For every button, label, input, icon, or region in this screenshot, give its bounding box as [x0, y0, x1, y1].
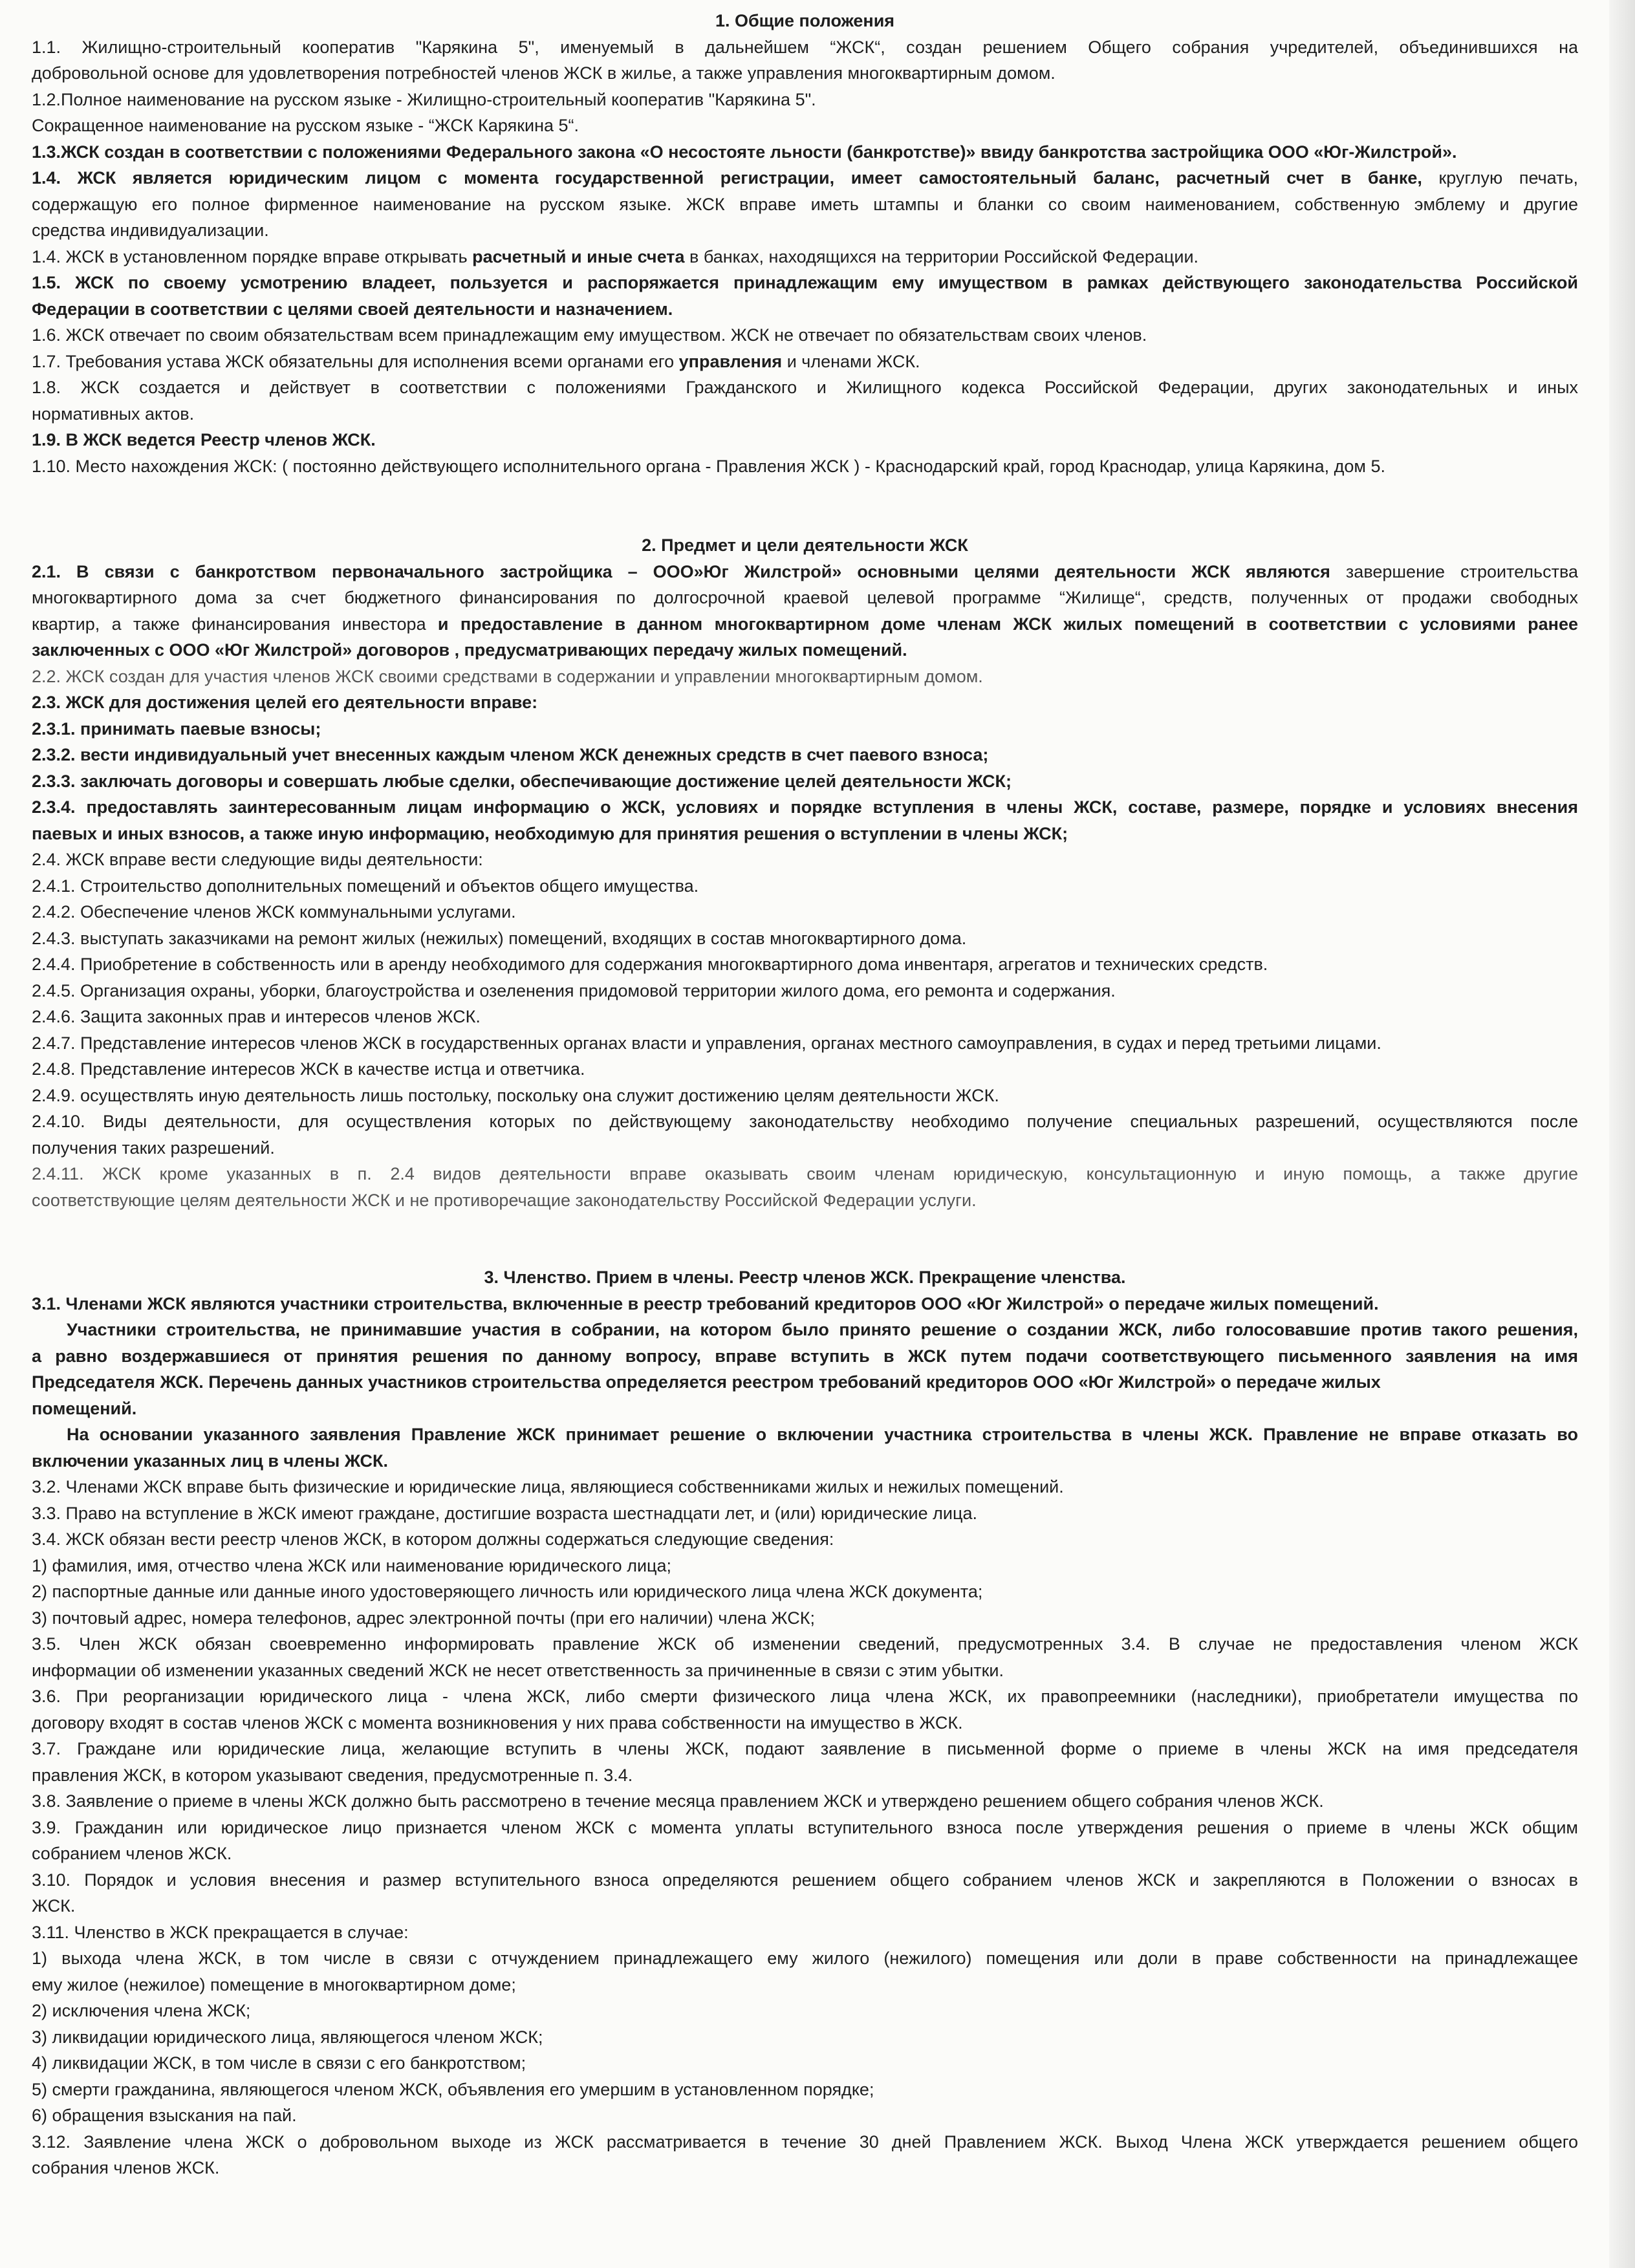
text: квартир, а также финансирования инвестора	[32, 614, 438, 634]
text: 2.4.7. Представление интересов членов ЖСК в государственных органах власти и управления, органах местного самоуправления, в судах и перед третьими лицами.	[32, 1033, 1381, 1053]
bold-text: 2.3.1. принимать паевые взносы;	[32, 718, 321, 739]
text-line	[32, 559, 1578, 585]
text-line	[32, 1448, 1578, 1474]
text: 1.4. ЖСК в установленном порядке вправе открывать	[32, 246, 473, 266]
text: средства индивидуализации.	[32, 221, 269, 240]
text: 2.4.8. Представление интересов ЖСК в качестве истца и ответчика.	[32, 1059, 585, 1079]
text: 1) фамилия, имя, отчество члена ЖСК или наименование юридического лица;	[32, 1555, 672, 1575]
bold-text: На основании указанного заявления Правление ЖСК принимает решение о включении участника строительства в члены ЖСК. Правление не вправе отказать во	[67, 1425, 1578, 1444]
text: 1.2.Полное наименование на русском языке - Жилищно-строительный кооператив "Карякина 5".	[32, 89, 816, 109]
text-line	[32, 1867, 1578, 1894]
text: договору входят в состав членов ЖСК с момента возникновения у них права собственности на имущество в ЖСК.	[32, 1712, 963, 1733]
text: информации об изменении указанных сведений ЖСК не несет ответственность за причиненные в связи с этим убытки.	[32, 1660, 1004, 1680]
text-line	[32, 899, 1578, 925]
bold-text: 2.1. В связи с банкротством первоначального застройщика – ООО»Юг Жилстрой» основными целями деятельности ЖСК являются	[32, 561, 1330, 581]
text-line	[32, 873, 1578, 900]
bold-text: Федерации в соответствии с целями своей деятельности и назначением.	[32, 299, 673, 319]
text-line	[32, 374, 1578, 401]
text: 2.4. ЖСК вправе вести следующие виды деятельности:	[32, 850, 483, 869]
bold-text: помещений.	[32, 1398, 137, 1418]
bold-text: 3.1. Членами ЖСК являются участники строительства, включенные в реестр требований кредиторов ООО «Юг Жилстрой» о передаче жилых помещений.	[32, 1293, 1379, 1313]
bold-text: 2.3.3. заключать договоры и совершать любые сделки, обеспечивающие достижение целей деятельности ЖСК;	[32, 771, 1012, 791]
text-line	[32, 978, 1578, 1004]
text: 1.8. ЖСК создается и действует в соответствии с положениями Гражданского и Жилищного кодекса Российской Федерации, других законодательных и иных	[32, 378, 1578, 397]
text-line	[32, 427, 1578, 453]
text-line	[32, 821, 1578, 847]
section-title: 2. Предмет и цели деятельности ЖСК	[642, 535, 968, 555]
text-line	[32, 217, 1578, 244]
text-line	[32, 1396, 1578, 1422]
text-line	[32, 951, 1578, 978]
text-line	[32, 2129, 1578, 2155]
bold-text: Председателя ЖСК. Перечень данных участников строительства определяется реестром требований кредиторов ООО «Юг Жилстрой» о передаче жилых	[32, 1372, 1381, 1392]
text-line	[32, 296, 1578, 323]
text-line	[32, 1683, 1578, 1710]
text: и членами ЖСК.	[782, 351, 920, 371]
section-title: 3. Членство. Прием в члены. Реестр членов ЖСК. Прекращение членства.	[484, 1268, 1126, 1287]
text-line	[32, 716, 1578, 742]
text-line	[32, 270, 1578, 296]
text-line	[32, 664, 1578, 690]
text-line	[32, 1004, 1578, 1030]
text-line	[32, 1658, 1578, 1684]
bold-text: 2.3.4. предоставлять заинтересованным лицам информацию о ЖСК, условиях и порядке вступления в члены ЖСК, составе, размере, порядке и условиях внесения	[32, 797, 1578, 817]
text: ему жилое (нежилое) помещение в многоквартирном доме;	[32, 1974, 516, 1994]
text-line	[32, 1710, 1578, 1736]
text: в банках, находящихся на территории Российской Федерации.	[684, 246, 1199, 266]
bold-text: заключенных с ООО «Юг Жилстрой» договоров , предусматривающих передачу жилых помещений.	[32, 640, 907, 660]
text: 1) выхода члена ЖСК, в том числе в связи с отчуждением принадлежащего ему жилого (нежилого) помещения или доли в праве собственности на принадлежащее	[32, 1949, 1578, 1968]
text-line	[32, 925, 1578, 952]
text: 3.3. Право на вступление в ЖСК имеют граждане, достигшие возраста шестнадцати лет, и (или) юридические лица.	[32, 1503, 977, 1523]
text-line	[32, 1998, 1578, 2024]
text-line	[32, 113, 1578, 139]
bold-text: расчетный и иные счета	[472, 246, 685, 266]
text: содержащую его полное фирменное наименование на русском языке. ЖСК вправе иметь штампы и бланки со своим наименованием, собственную эмблему и другие	[32, 194, 1578, 214]
text-line	[32, 1500, 1578, 1527]
bold-text: Участники строительства, не принимавшие участия в собрании, на котором было принято решение о создании ЖСК, либо голосовавшие против такого решения,	[67, 1320, 1578, 1339]
text-line	[32, 1841, 1578, 1867]
text: собрания членов ЖСК.	[32, 2158, 220, 2177]
text-line	[32, 1553, 1578, 1579]
text-line	[32, 349, 1578, 375]
text: 2.2. ЖСК создан для участия членов ЖСК своими средствами в содержании и управлении многоквартирным домом.	[32, 666, 983, 686]
text: круглую печать,	[1422, 168, 1578, 188]
text-line	[32, 1135, 1578, 1161]
text-line	[32, 60, 1578, 87]
bold-text: управления	[678, 351, 783, 371]
text-line	[32, 1317, 1578, 1343]
section-membership	[32, 1264, 1578, 2181]
text-line	[32, 2102, 1578, 2129]
text-line	[32, 585, 1578, 611]
text-line	[32, 1605, 1578, 1632]
text-line	[32, 847, 1578, 873]
text: нормативных актов.	[32, 404, 195, 424]
bold-text: 2.3. ЖСК для достижения целей его деятельности вправе:	[32, 693, 538, 712]
text: 3.4. ЖСК обязан вести реестр членов ЖСК, в котором должны содержаться следующие сведения:	[32, 1529, 834, 1549]
text: 3.5. Член ЖСК обязан своевременно информировать правление ЖСК об изменении сведений, предусмотренных 3.4. В случае не предоставления членом ЖСК	[32, 1634, 1578, 1654]
text: 3.9. Гражданин или юридическое лицо признается членом ЖСК с момента уплаты вступительного взноса после утверждения решения о приеме в члены ЖСК общим	[32, 1817, 1578, 1837]
text: 1.1. Жилищно-строительный кооператив "Карякина 5", именуемый в дальнейшем “ЖСК“, создан решением Общего собрания учредителей, объединившихся на	[32, 37, 1578, 57]
text: 3.12. Заявление члена ЖСК о добровольном выходе из ЖСК рассматривается в течение 30 дней Правлением ЖСК. Выход Члена ЖСК утверждается решением общего	[32, 2132, 1578, 2152]
text-line	[32, 794, 1578, 821]
text-line	[32, 401, 1578, 427]
text-line	[32, 1788, 1578, 1815]
text-line	[32, 611, 1578, 638]
text: завершение строительства	[1330, 561, 1578, 581]
text-line	[32, 2077, 1578, 2103]
text-line	[32, 2024, 1578, 2051]
text-line	[32, 1108, 1578, 1135]
text-line	[32, 1526, 1578, 1553]
text-line	[32, 768, 1578, 795]
text-line	[32, 1972, 1578, 1998]
section-title: 1. Общие положения	[715, 11, 895, 30]
bold-text: 1.3.ЖСК создан в соответствии с положениями Федерального закона «О несостояте льности (банкротстве)» ввиду банкротства застройщика ООО «Юг-Жилстрой».	[32, 142, 1457, 162]
bold-text: а равно воздержавшиеся от принятия решения по данному вопросу, вправе вступить в ЖСК путем подачи соответствующего письменного заявления на имя	[32, 1346, 1578, 1366]
text: 3.7. Граждане или юридические лица, желающие вступить в члены ЖСК, подают заявление в письменной форме о приеме в члены ЖСК на имя председателя	[32, 1739, 1578, 1758]
text: 2.4.11. ЖСК кроме указанных в п. 2.4 видов деятельности вправе оказывать своим членам юридическую, консультационную и иную помощь, а также другие	[32, 1164, 1578, 1183]
bold-text: паевых и иных взносов, а также иную информацию, необходимую для принятия решения о вступлении в члены ЖСК;	[32, 823, 1068, 843]
text: 2.4.9. осуществлять иную деятельность лишь постольку, поскольку она служит достижению целям деятельности ЖСК.	[32, 1085, 999, 1105]
text: добровольной основе для удовлетворения потребностей членов ЖСК в жилье, а также управления многоквартирным домом.	[32, 63, 1056, 83]
text-line	[32, 1291, 1578, 1317]
text-line	[32, 742, 1578, 768]
text: соответствующие целям деятельности ЖСК и не противоречащие законодательству Российской Федерации услуги.	[32, 1190, 977, 1210]
text: собранием членов ЖСК.	[32, 1844, 232, 1863]
text: 1.6. ЖСК отвечает по своим обязательствам всем принадлежащим ему имуществом. ЖСК не отвечает по обязательствам своих членов.	[32, 325, 1147, 345]
text-line	[32, 1945, 1578, 1972]
text: многоквартирного дома за счет бюджетного финансирования по долгосрочной краевой целевой программе “Жилище“, средств, полученных от продажи свободных	[32, 588, 1578, 607]
scan-edge-shadow	[1609, 0, 1635, 2268]
text-line	[32, 139, 1578, 166]
text: 2.4.10. Виды деятельности, для осуществления которых по действующему законодательству необходимо получение специальных разрешений, осуществляются после	[32, 1112, 1578, 1131]
text-line	[32, 1474, 1578, 1500]
text: 2.4.4. Приобретение в собственность или в аренду необходимого для содержания многоквартирного дома инвентаря, агрегатов и технических средств.	[32, 955, 1268, 974]
text: правления ЖСК, в котором указывают сведения, предусмотренные п. 3.4.	[32, 1765, 633, 1785]
text: 3.2. Членами ЖСК вправе быть физические и юридические лица, являющиеся собственниками жилых и нежилых помещений.	[32, 1477, 1064, 1496]
text-line	[32, 1762, 1578, 1789]
text-line	[32, 2155, 1578, 2181]
text-line	[32, 1815, 1578, 1841]
text-line	[32, 1736, 1578, 1762]
text: 3.10. Порядок и условия внесения и размер вступительного взноса определяются решением общего собранием членов ЖСК и закрепляются в Положении о взносах в	[32, 1870, 1578, 1890]
text: 3.6. При реорганизации юридического лица - члена ЖСК, либо смерти физического лица члена ЖСК, их правопреемники (наследники), приобретатели имущества по	[32, 1687, 1578, 1706]
text: 2.4.6. Защита законных прав и интересов членов ЖСК.	[32, 1007, 481, 1026]
text-line	[32, 689, 1578, 716]
text: ЖСК.	[32, 1896, 76, 1916]
text-line	[32, 1343, 1578, 1370]
text: Сокращенное наименование на русском языке - “ЖСК Карякина 5“.	[32, 116, 579, 135]
text: 5) смерти гражданина, являющегося членом ЖСК, объявления его умершим в установленном порядке;	[32, 2079, 874, 2099]
text-line	[32, 87, 1578, 113]
text: 2.4.3. выступать заказчиками на ремонт жилых (нежилых) помещений, входящих в состав многоквартирного дома.	[32, 928, 967, 948]
text: 3.8. Заявление о приеме в члены ЖСК должно быть рассмотрено в течение месяца правлением ЖСК и утверждено решением общего собрания членов ЖСК.	[32, 1791, 1324, 1811]
text: 2) исключения члена ЖСК;	[32, 2001, 251, 2020]
text-line	[32, 1030, 1578, 1057]
text-line	[32, 1083, 1578, 1109]
text-line	[32, 322, 1578, 349]
text: 2.4.5. Организация охраны, уборки, благоустройства и озеленения придомовой территории жилого дома, его ремонта и содержания.	[32, 980, 1116, 1000]
text-line	[32, 1161, 1578, 1187]
text-line	[32, 34, 1578, 61]
bold-text: 1.9. В ЖСК ведется Реестр членов ЖСК.	[32, 430, 376, 449]
text: получения таких разрешений.	[32, 1138, 275, 1158]
text: 4) ликвидации ЖСК, в том числе в связи с его банкротством;	[32, 2053, 526, 2073]
text: 1.10. Место нахождения ЖСК: ( постоянно действующего исполнительного органа - Правления ЖСК ) - Краснодарский край, город Краснодар, улица Карякина, дом 5.	[32, 456, 1385, 476]
text-line	[32, 1579, 1578, 1605]
text-line	[32, 1919, 1578, 1946]
text-line	[32, 1631, 1578, 1658]
text-line	[32, 453, 1578, 480]
section-general-provisions	[32, 8, 1578, 479]
bold-text: и предоставление в данном многоквартирном доме членам ЖСК жилых помещений в соответствии с условиями ранее	[437, 614, 1578, 634]
text: 3) ликвидации юридического лица, являющегося членом ЖСК;	[32, 2027, 543, 2047]
text: 2.4.1. Строительство дополнительных помещений и объектов общего имущества.	[32, 876, 699, 896]
text-line	[32, 637, 1578, 664]
text: 2) паспортные данные или данные иного удостоверяющего личность или юридического лица члена ЖСК документа;	[32, 1582, 983, 1601]
text-line	[32, 1893, 1578, 1919]
text: 6) обращения взыскания на пай.	[32, 2106, 297, 2125]
section-subject-and-goals	[32, 532, 1578, 1213]
text: 2.4.2. Обеспечение членов ЖСК коммунальными услугами.	[32, 902, 516, 922]
text-line	[32, 191, 1578, 218]
bold-text: 1.4. ЖСК является юридическим лицом с момента государственной регистрации, имеет самостоятельный баланс, расчетный счет в банке,	[32, 168, 1422, 188]
bold-text: включении указанных лиц в члены ЖСК.	[32, 1451, 388, 1471]
text-line	[32, 244, 1578, 270]
text-line	[32, 1369, 1578, 1396]
text-line	[32, 1421, 1578, 1448]
text-line	[32, 1187, 1578, 1214]
text-line	[32, 2050, 1578, 2077]
text: 3.11. Членство в ЖСК прекращается в случае:	[32, 1922, 409, 1942]
text: 1.7. Требования устава ЖСК обязательны для исполнения всеми органами его	[32, 351, 679, 371]
bold-text: 1.5. ЖСК по своему усмотрению владеет, пользуется и распоряжается принадлежащим ему имуществом в рамках действующего законодательства Российской	[32, 273, 1578, 292]
text-line	[32, 165, 1578, 191]
text-line	[32, 1056, 1578, 1083]
text: 3) почтовый адрес, номера телефонов, адрес электронной почты (при его наличии) члена ЖСК;	[32, 1608, 816, 1628]
bold-text: 2.3.2. вести индивидуальный учет внесенных каждым членом ЖСК денежных средств в счет паевого взноса;	[32, 745, 989, 764]
